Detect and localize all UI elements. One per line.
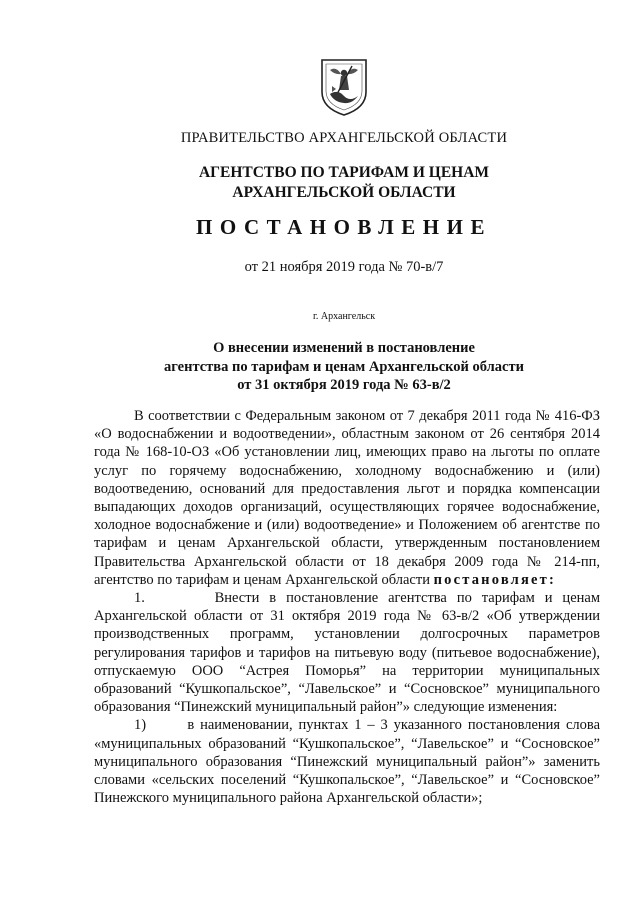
agency-title-line-2: АРХАНГЕЛЬСКОЙ ОБЛАСТИ	[232, 184, 456, 201]
subject-line-2: агентства по тарифам и ценам Архангельской области	[164, 358, 524, 375]
agency-title-line-1: АГЕНТСТВО ПО ТАРИФАМ И ЦЕНАМ	[198, 164, 490, 181]
preamble-paragraph	[94, 407, 600, 589]
item-1-paragraph	[94, 589, 600, 716]
resolves-word: постановляет:	[433, 571, 557, 588]
subitem-1-paragraph	[94, 716, 600, 807]
document-type-heading: ПОСТАНОВЛЕНИЕ	[196, 215, 492, 239]
coat-of-arms-emblem	[318, 56, 370, 118]
government-title: ПРАВИТЕЛЬСТВО АРХАНГЕЛЬСКОЙ ОБЛАСТИ	[180, 130, 508, 146]
agency-title	[0, 163, 640, 203]
subject-line-1: О внесении изменений в постановление	[213, 340, 475, 356]
document-city: г. Архангельск	[312, 311, 376, 322]
preamble-text: В соответствии с Федеральным законом от 7 декабря 2011 года № 416-ФЗ «О водоснабжении и водоотведении», областным законом от 26 сентября 2014 года № 168-10-ОЗ «Об установлении лиц, имеющих право на льготы по оплате услуг по горячему водоснабжению, холодному водоснабжению и (или) водоотведению, оснований для предоставления льгот и порядка компенсации выпадающих доходов организаций, осуществляющих горячее водоснабжение, холодное водоснабжение и (или) водоотведение» и Положением об агентстве по тарифам и ценам Архангельской области, утвержденным постановлением Правительства Архангельской области от 18 декабря 2009 года № 214-пп, агентство по тарифам и ценам Архангельской области	[94, 408, 600, 588]
item-1-text: Внести в постановление агентства по тарифам и ценам Архангельской области от 31 октября 2019 года № 63-в/2 «Об утверждении производственных программ, установлении долгосрочных параметров регулирования тарифов и тарифов на питьевую воду (питьевое водоснабжение), отпускаемую ООО “Астрея Поморья” на территории муниципальных образований “Кушкопальское”, “Лавельское” и “Сосновское” муниципального образования “Пинежский муниципальный район”» следующие изменения:	[94, 590, 600, 716]
document-body	[94, 407, 600, 807]
document-date-number: от 21 ноября 2019 года № 70-в/7	[244, 259, 444, 275]
document-subject	[0, 339, 640, 395]
subitem-1-text: в наименовании, пунктах 1 – 3 указанного постановления слова «муниципальных образований “Кушкопальское”, “Лавельское” и “Сосновское” муниципального образования “Пинежский муниципальный район”» заменить словами «сельских поселений “Кушкопальское”, “Лавельское” и “Сосновское” Пинежского муниципального района Архангельской области»;	[94, 717, 601, 807]
subitem-1-number: 1)	[134, 717, 147, 734]
subject-line-3: от 31 октября 2019 года № 63-в/2	[237, 377, 451, 393]
item-1-number: 1.	[134, 590, 145, 607]
